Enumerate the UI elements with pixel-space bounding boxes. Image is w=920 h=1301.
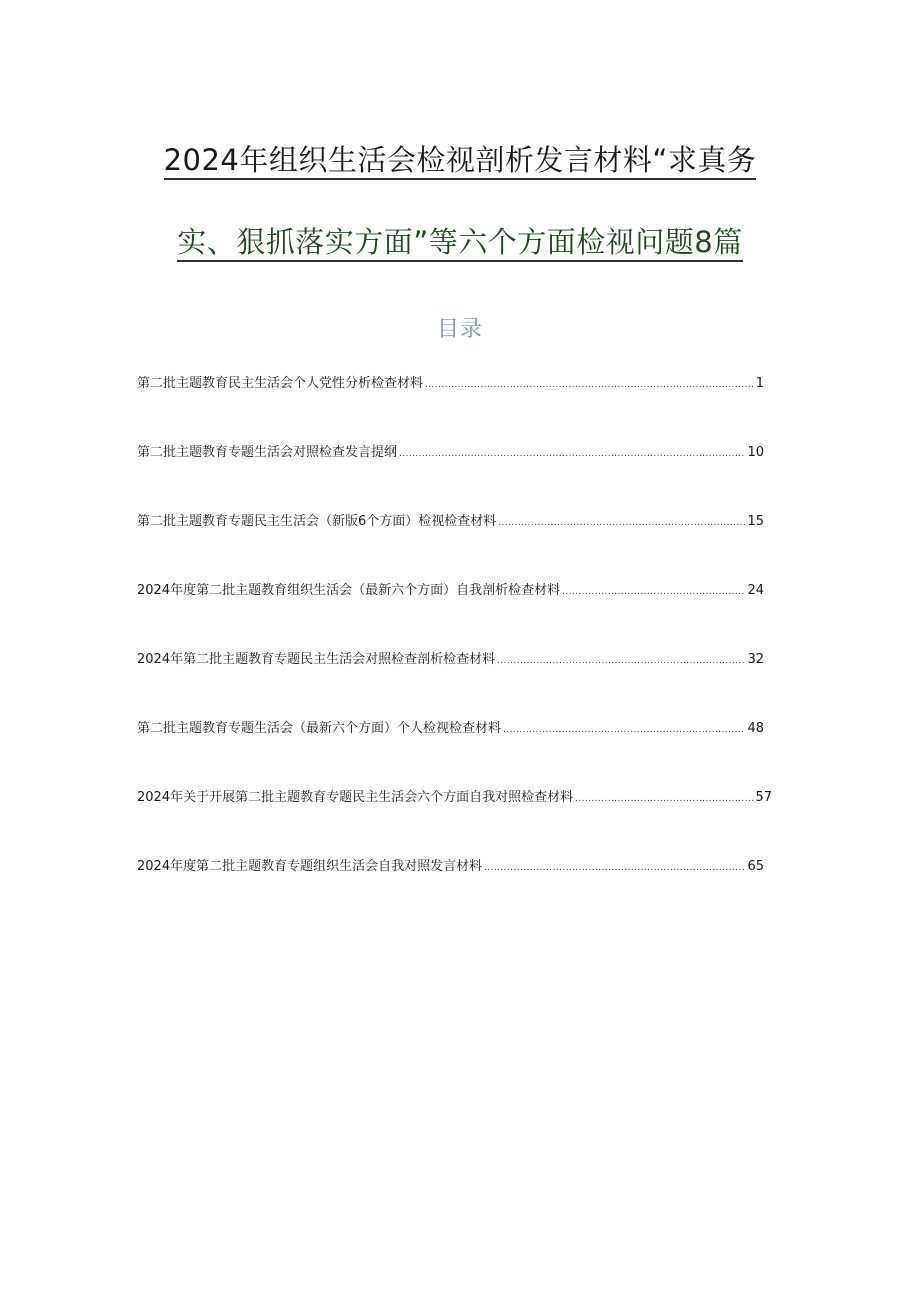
toc-entry-label: 第二批主题教育专题生活会对照检查发言提纲 xyxy=(137,445,398,460)
toc-entry-page: 10 xyxy=(747,445,764,460)
toc-entry[interactable] xyxy=(137,441,782,510)
toc-entry-label: 2024年第二批主题教育专题民主生活会对照检查剖析检查材料 xyxy=(137,652,496,667)
toc-entry-label: 2024年关于开展第二批主题教育专题民主生活会六个方面自我对照检查材料 xyxy=(137,790,574,805)
toc-entry[interactable] xyxy=(137,372,782,441)
toc-entry-page: 32 xyxy=(747,652,764,667)
toc-dot-leader xyxy=(497,656,745,666)
toc-entry-page: 15 xyxy=(747,514,764,529)
toc-entry-page: 1 xyxy=(755,376,764,391)
document-title-line-2 xyxy=(0,222,920,262)
toc-entry-page: 57 xyxy=(755,790,772,805)
toc-dot-leader xyxy=(498,518,745,528)
toc-entry-label: 第二批主题教育专题生活会（最新六个方面）个人检视检查材料 xyxy=(137,721,502,736)
toc-dot-leader xyxy=(575,794,753,804)
toc-entry[interactable] xyxy=(137,717,782,786)
toc-heading: 目录 xyxy=(436,317,483,342)
document-title-line-1 xyxy=(0,140,920,180)
title-text-1: 2024年组织生活会检视剖析发言材料“求真务 xyxy=(164,143,757,180)
toc-dot-leader xyxy=(425,380,754,390)
toc-entry-label: 2024年度第二批主题教育专题组织生活会自我对照发言材料 xyxy=(137,859,483,874)
toc-entry[interactable] xyxy=(137,786,782,855)
toc-entry[interactable] xyxy=(137,579,782,648)
toc-entry[interactable] xyxy=(137,855,782,924)
toc-entry-page: 65 xyxy=(747,859,764,874)
toc-dot-leader xyxy=(562,587,745,597)
toc-dot-leader xyxy=(503,725,745,735)
toc-dot-leader xyxy=(399,449,745,459)
toc-entry[interactable] xyxy=(137,648,782,717)
toc-entry-label: 2024年度第二批主题教育组织生活会（最新六个方面）自我剖析检查材料 xyxy=(137,583,561,598)
toc-entry-label: 第二批主题教育专题民主生活会（新版6个方面）检视检查材料 xyxy=(137,514,497,529)
toc-entry[interactable] xyxy=(137,510,782,579)
toc-dot-leader xyxy=(484,863,745,873)
toc-entry-label: 第二批主题教育民主生活会个人党性分析检查材料 xyxy=(137,376,424,391)
title-text-2: 实、狠抓落实方面”等六个方面检视问题8篇 xyxy=(177,225,742,262)
toc-entry-page: 24 xyxy=(747,583,764,598)
toc-entry-page: 48 xyxy=(747,721,764,736)
table-of-contents xyxy=(137,372,782,924)
